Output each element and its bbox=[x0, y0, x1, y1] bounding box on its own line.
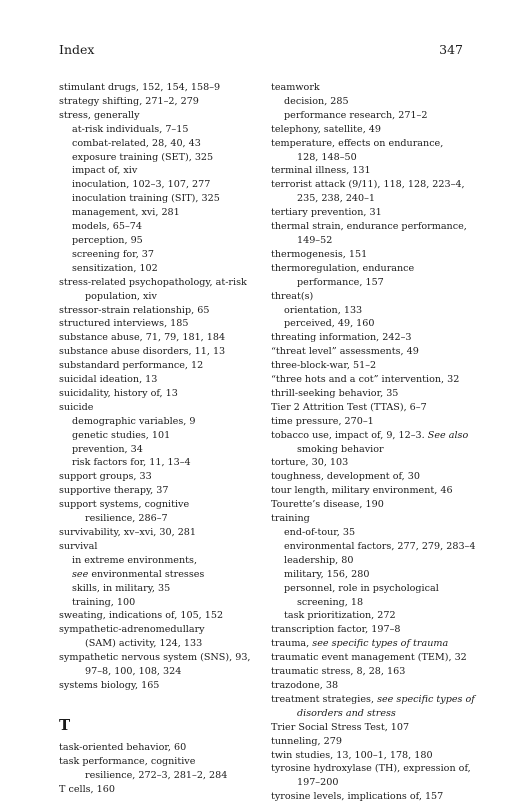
index-entry: sweating, indications of, 105, 152 bbox=[59, 610, 224, 622]
index-entry: task prioritization, 272 bbox=[284, 610, 396, 622]
index-entry: twin studies, 13, 100–1, 178, 180 bbox=[271, 749, 433, 761]
index-entry: substandard performance, 12 bbox=[59, 360, 204, 372]
index-entry: time pressure, 270–1 bbox=[271, 415, 374, 427]
index-entry: training, 100 bbox=[72, 596, 136, 608]
index-entry: population, xiv bbox=[85, 290, 157, 302]
index-column-left bbox=[59, 81, 269, 797]
index-entry: 97–8, 100, 108, 324 bbox=[85, 666, 182, 678]
index-entry: personnel, role in psychological bbox=[284, 582, 439, 594]
index-entry: thermogenesis, 151 bbox=[271, 248, 368, 260]
index-entry: risk factors for, 11, 13–4 bbox=[72, 457, 191, 469]
index-entry: task performance, cognitive bbox=[59, 755, 196, 767]
index-entry: teamwork bbox=[271, 82, 320, 93]
index-entry: treatment strategies, see specific types of bbox=[271, 693, 475, 705]
index-entry: terminal illness, 131 bbox=[271, 165, 371, 177]
index-entry: in extreme environments, bbox=[72, 554, 197, 566]
index-entry: torture, 30, 103 bbox=[271, 457, 349, 469]
index-entry: performance research, 271–2 bbox=[284, 109, 428, 121]
index-entry: prevention, 34 bbox=[72, 443, 143, 455]
index-column-right bbox=[271, 81, 476, 804]
index-entry: screening for, 37 bbox=[72, 248, 155, 260]
index-entry: suicidal ideation, 13 bbox=[59, 374, 158, 386]
index-entry: traumatic stress, 8, 28, 163 bbox=[271, 666, 406, 678]
index-entry: tour length, military environment, 46 bbox=[271, 485, 453, 497]
index-entry: 128, 148–50 bbox=[297, 151, 357, 163]
index-entry: management, xvi, 281 bbox=[72, 207, 180, 219]
index-entry: demographic variables, 9 bbox=[72, 415, 196, 427]
index-entry: T cells, 160 bbox=[59, 783, 115, 795]
index-entry: leadership, 80 bbox=[284, 554, 354, 566]
page-number: 347 bbox=[439, 42, 463, 57]
index-entry: thrill-seeking behavior, 35 bbox=[271, 387, 399, 399]
index-entry: thermoregulation, endurance bbox=[271, 262, 415, 274]
index-entry: see environmental stresses bbox=[72, 568, 205, 580]
index-entry: at-risk individuals, 7–15 bbox=[72, 123, 189, 135]
section-letter: T bbox=[59, 715, 71, 734]
index-entry: 235, 238, 240–1 bbox=[297, 193, 376, 205]
index-entry: threat(s) bbox=[271, 290, 314, 302]
index-entry: decision, 285 bbox=[284, 95, 349, 107]
index-entry: environmental factors, 277, 279, 283–4 bbox=[284, 540, 476, 552]
index-entry: task-oriented behavior, 60 bbox=[59, 741, 187, 753]
index-entry: sympathetic nervous system (SNS), 93, bbox=[59, 652, 251, 664]
index-entry: tyrosine hydroxylase (TH), expression of, bbox=[271, 763, 471, 775]
index-entry: inoculation, 102–3, 107, 277 bbox=[72, 179, 211, 191]
index-entry: substance abuse, 71, 79, 181, 184 bbox=[59, 332, 226, 344]
index-entry: support systems, cognitive bbox=[59, 499, 190, 511]
index-entry: genetic studies, 101 bbox=[72, 429, 171, 441]
index-entry: Tier 2 Attrition Test (TTAS), 6–7 bbox=[271, 401, 427, 413]
index-entry: suicide bbox=[59, 401, 94, 413]
index-entry: tunneling, 279 bbox=[271, 735, 342, 747]
index-entry: inoculation training (SIT), 325 bbox=[72, 193, 220, 205]
index-entry: structured interviews, 185 bbox=[59, 318, 189, 330]
index-entry: trauma, see specific types of trauma bbox=[271, 638, 449, 650]
index-entry: temperature, effects on endurance, bbox=[271, 137, 444, 149]
index-entry: sympathetic-adrenomedullary bbox=[59, 624, 205, 636]
index-entry: stimulant drugs, 152, 154, 158–9 bbox=[59, 82, 221, 93]
index-entry: traumatic event management (TEM), 32 bbox=[271, 652, 467, 664]
index-entry: telephony, satellite, 49 bbox=[271, 123, 382, 135]
index-entry: suicidality, history of, 13 bbox=[59, 387, 178, 399]
index-entry: trazodone, 38 bbox=[271, 679, 339, 691]
index-entry: thermal strain, endurance performance, bbox=[271, 221, 467, 233]
index-entry: supportive therapy, 37 bbox=[59, 485, 169, 497]
index-entry: substance abuse disorders, 11, 13 bbox=[59, 346, 226, 358]
index-entry: models, 65–74 bbox=[72, 221, 142, 233]
index-entry: tobacco use, impact of, 9, 12–3. See also bbox=[271, 429, 469, 441]
index-entry: (SAM) activity, 124, 133 bbox=[85, 638, 203, 650]
index-entry: training bbox=[271, 513, 310, 525]
index-entry: perceived, 49, 160 bbox=[284, 318, 375, 330]
index-entry: 149–52 bbox=[297, 234, 333, 246]
index-entry: performance, 157 bbox=[297, 276, 384, 288]
index-entry: stress-related psychopathology, at-risk bbox=[59, 276, 247, 288]
index-entry: terrorist attack (9/11), 118, 128, 223–4, bbox=[271, 179, 465, 191]
index-entry: resilience, 286–7 bbox=[85, 513, 168, 525]
index-entry: stress, generally bbox=[59, 109, 140, 121]
index-entry: tyrosine levels, implications of, 157 bbox=[271, 791, 444, 803]
index-entry: “three hots and a cot” intervention, 32 bbox=[271, 374, 460, 386]
index-entry: combat-related, 28, 40, 43 bbox=[72, 137, 201, 149]
index-entry: 197–200 bbox=[297, 777, 339, 789]
index-entry: Tourette’s disease, 190 bbox=[271, 499, 384, 511]
index-entry: Trier Social Stress Test, 107 bbox=[271, 721, 410, 733]
index-entry: sensitization, 102 bbox=[72, 262, 158, 274]
index-entry: transcription factor, 197–8 bbox=[271, 624, 401, 636]
index-entry: end-of-tour, 35 bbox=[284, 527, 356, 538]
index-entry: toughness, development of, 30 bbox=[271, 471, 420, 483]
index-entry: exposure training (SET), 325 bbox=[72, 151, 214, 163]
index-entry: support groups, 33 bbox=[59, 471, 152, 483]
index-entry: “threat level” assessments, 49 bbox=[271, 346, 419, 358]
index-entry: survival bbox=[59, 540, 98, 552]
index-entry: skills, in military, 35 bbox=[72, 582, 171, 594]
index-entry: impact of, xiv bbox=[72, 165, 138, 177]
index-entry: tertiary prevention, 31 bbox=[271, 207, 382, 219]
index-entry: orientation, 133 bbox=[284, 304, 363, 316]
index-entry: resilience, 272–3, 281–2, 284 bbox=[85, 769, 228, 781]
index-entry: systems biology, 165 bbox=[59, 679, 160, 691]
running-header-title: Index bbox=[59, 42, 95, 57]
index-entry: screening, 18 bbox=[297, 596, 364, 608]
index-entry: survivability, xv–xvi, 30, 281 bbox=[59, 527, 197, 538]
index-entry: stressor-strain relationship, 65 bbox=[59, 304, 210, 316]
index-entry: strategy shifting, 271–2, 279 bbox=[59, 95, 199, 107]
index-entry: military, 156, 280 bbox=[284, 568, 370, 580]
index-entry: threating information, 242–3 bbox=[271, 332, 412, 344]
index-entry: disorders and stress bbox=[297, 707, 396, 719]
index-entry: perception, 95 bbox=[72, 234, 143, 246]
index-entry: three-block-war, 51–2 bbox=[271, 360, 377, 372]
index-entry: smoking behavior bbox=[297, 443, 384, 455]
